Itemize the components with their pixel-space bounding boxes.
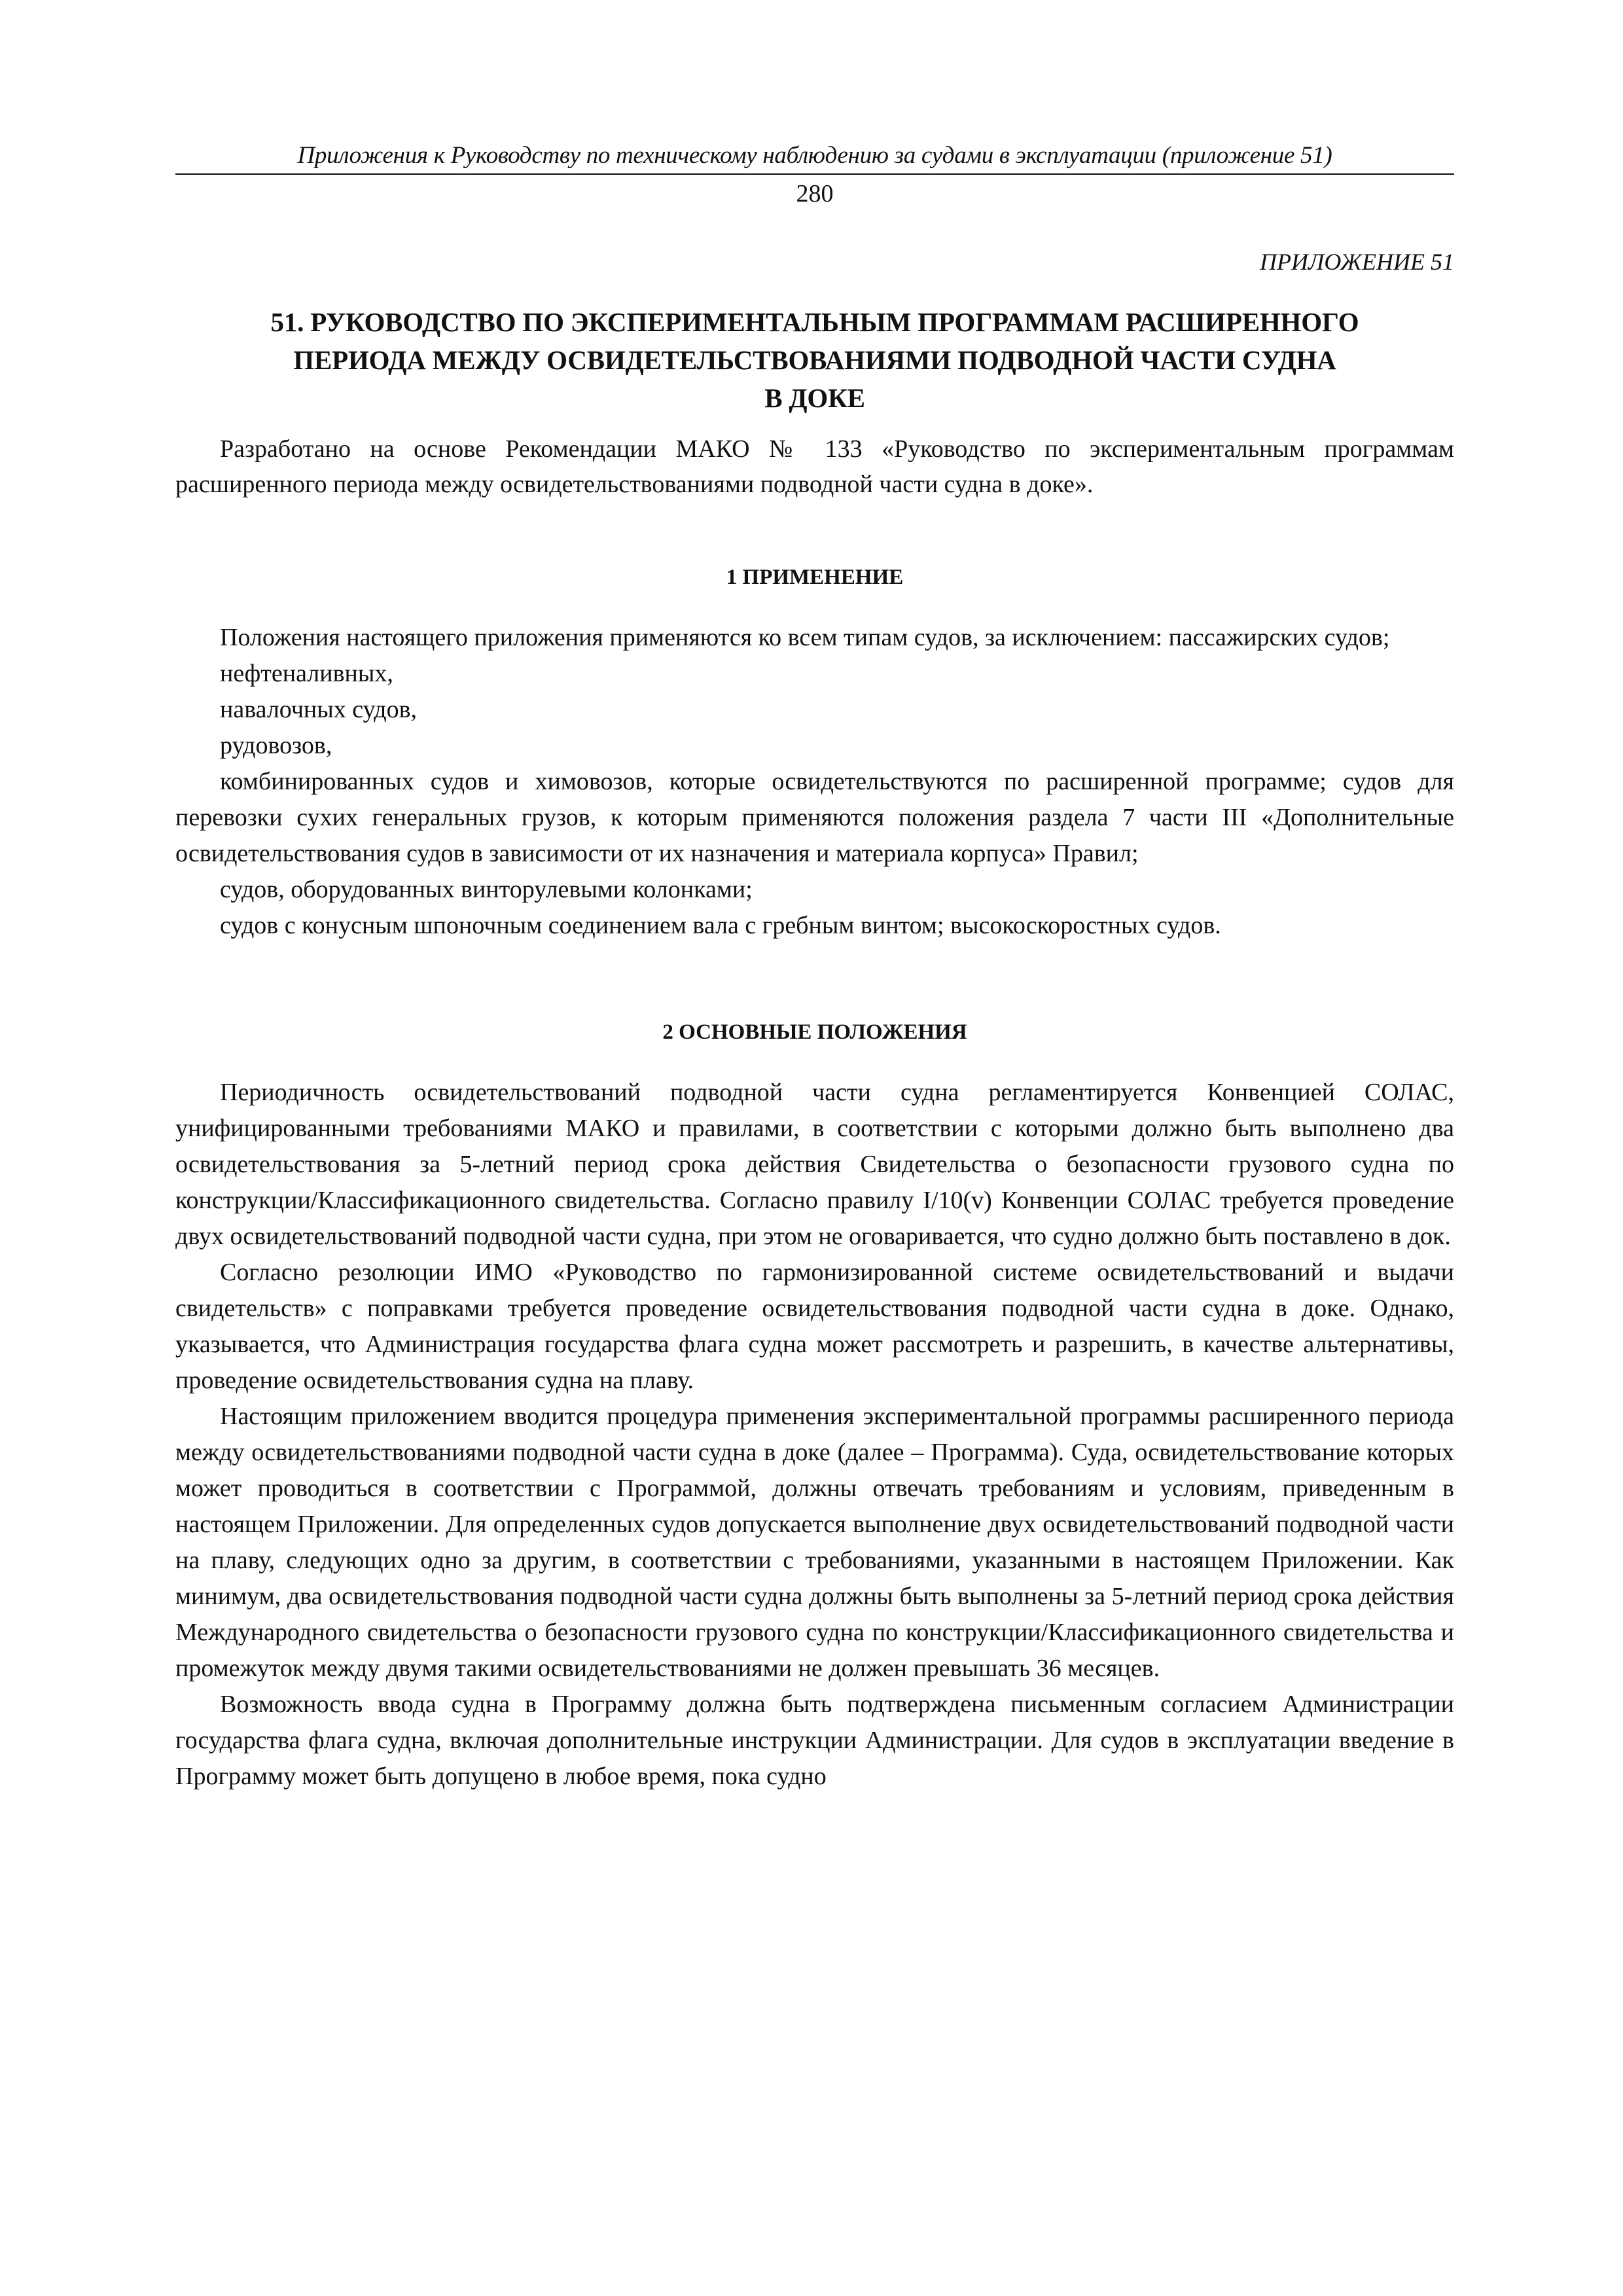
section-2-paragraph: Периодичность освидетельствований подводной части судна регламентируется Конвенцией СОЛАС, унифицированными требованиями МАКО и правилами, в соответствии с которыми должно быть выполнено два освидетельствования за 5-летний период срока действия Свидетельства о безопасности грузового судна по конструкции/Классификационного свидетельства. Согласно правилу I/10(v) Конвенции СОЛАС требуется проведение двух освидетельствований подводной части судна, при этом не оговаривается, что судно должно быть поставлено в док. xyxy=(175,1079,1454,1250)
list-item: судов, оборудованных винторулевыми колонками; xyxy=(220,876,753,903)
page-number: 280 xyxy=(796,180,834,207)
running-header: Приложения к Руководству по техническому наблюдению за судами в эксплуатации (приложение 51) xyxy=(175,141,1454,175)
list-item: комбинированных судов и химовозов, которые освидетельствуются по расширенной программе; судов для перевозки сухих генеральных грузов, к которым применяются положения раздела 7 части III «Дополнительные освидетельствования судов в зависимости от их назначения и материала корпуса» Правил; xyxy=(175,768,1454,867)
document-page xyxy=(175,141,1454,1795)
section-2-paragraph: Согласно резолюции ИМО «Руководство по гармонизированной системе освидетельствований и выдачи свидетельств» с поправками требуется проведение освидетельствования подводной части судна в доке. Однако, указывается, что Администрация государства флага судна может рассмотреть и разрешить, в качестве альтернативы, проведение освидетельствования судна на плаву. xyxy=(175,1259,1454,1394)
title-line-2: ПЕРИОДА МЕЖДУ ОСВИДЕТЕЛЬСТВОВАНИЯМИ ПОДВОДНОЙ ЧАСТИ СУДНА xyxy=(293,345,1336,375)
document-title xyxy=(175,303,1454,417)
list-item: навалочных судов, xyxy=(220,696,418,723)
section-1-lead: Положения настоящего приложения применяются ко всем типам судов, за исключением: пассажирских судов; xyxy=(220,624,1390,651)
appendix-label: ПРИЛОЖЕНИЕ 51 xyxy=(1260,249,1454,275)
list-item: нефтеналивных, xyxy=(220,660,393,687)
intro-paragraph: Разработано на основе Рекомендации МАКО № 133 «Руководство по экспериментальным программам расширенного периода между освидетельствованиями подводной части судна в доке». xyxy=(175,435,1454,498)
section-2-paragraph: Настоящим приложением вводится процедура применения экспериментальной программы расширенного периода между освидетельствованиями подводной части судна в доке (далее – Программа). Суда, освидетельствование которых может проводиться в соответствии с Программой, должны отвечать требованиям и условиям, приведенным в настоящем Приложении. Для определенных судов допускается выполнение двух освидетельствований подводной части на плаву, следующих одно за другим, в соответствии с требованиями, указанными в настоящем Приложении. Как минимум, два освидетельствования подводной части судна должны быть выполнены за 5-летний период срока действия Международного свидетельства о безопасности грузового судна по конструкции/Классификационного свидетельства и промежуток между двумя такими освидетельствованиями не должен превышать 36 месяцев. xyxy=(175,1403,1454,1682)
section-2-heading: 2 ОСНОВНЫЕ ПОЛОЖЕНИЯ xyxy=(662,1020,967,1044)
section-2-paragraph: Возможность ввода судна в Программу должна быть подтверждена письменным согласием Администрации государства флага судна, включая дополнительные инструкции Администрации. Для судов в эксплуатации введение в Программу может быть допущено в любое время, пока судно xyxy=(175,1691,1454,1790)
list-item: рудовозов, xyxy=(220,732,332,759)
section-1-heading: 1 ПРИМЕНЕНИЕ xyxy=(726,565,904,589)
list-item: судов с конусным шпоночным соединением вала с гребным винтом; высокоскоростных судов. xyxy=(220,912,1221,939)
title-line-3: В ДОКЕ xyxy=(764,383,865,413)
title-line-1: 51. РУКОВОДСТВО ПО ЭКСПЕРИМЕНТАЛЬНЫМ ПРОГРАММАМ РАСШИРЕННОГО xyxy=(270,307,1359,337)
